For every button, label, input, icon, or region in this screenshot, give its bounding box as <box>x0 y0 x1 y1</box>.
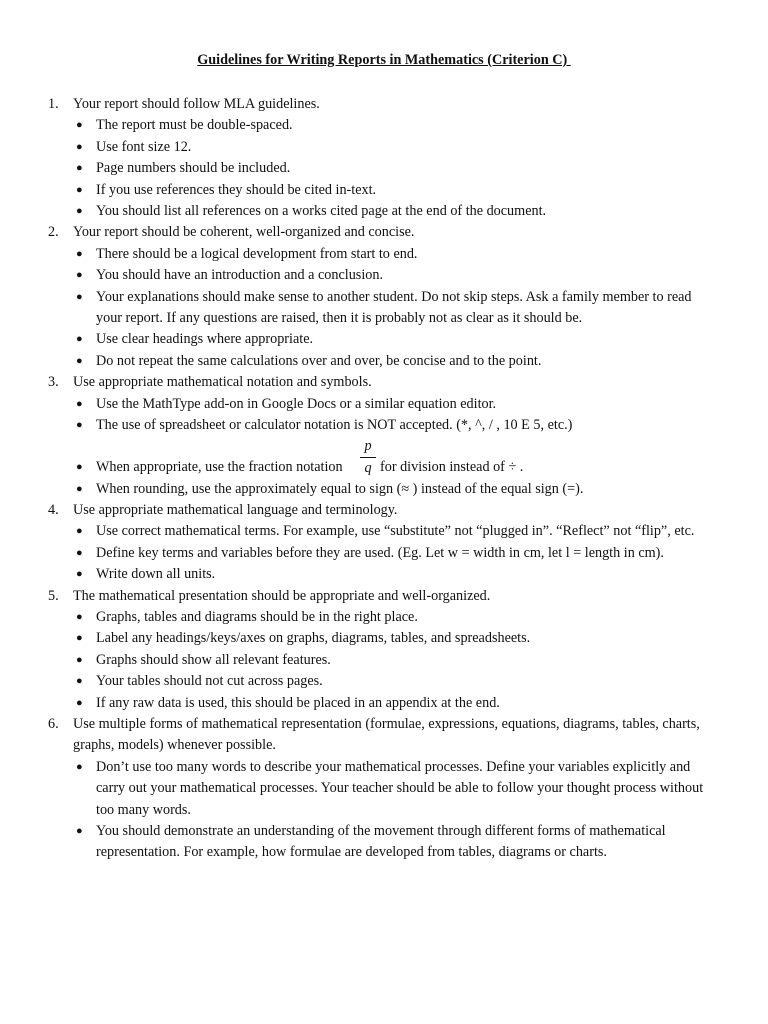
bullet-icon: ● <box>76 568 83 581</box>
bullet-icon: ● <box>76 397 83 410</box>
item-text: Use appropriate mathematical language and terminology. <box>73 501 398 518</box>
bullet-icon: ● <box>76 247 83 260</box>
bullet-icon: ● <box>76 269 83 282</box>
bullet-item: ● The use of spreadsheet or calculator notation is NOT accepted. (*, ^, / , 10 E 5, etc.) <box>96 415 708 436</box>
item-number: 3. <box>48 374 59 391</box>
bullet-icon: ● <box>76 354 83 367</box>
bullet-item: ● Do not repeat the same calculations over and over, be concise and to the point. <box>96 351 708 372</box>
bullet-icon: ● <box>76 760 83 773</box>
bullet-item: ● Page numbers should be included. <box>96 158 708 179</box>
list-item-4 <box>0 500 768 586</box>
bullet-item: ● Write down all units. <box>96 564 708 585</box>
document-title: Guidelines for Writing Reports in Mathematics (Criterion C) <box>197 52 571 68</box>
bullet-icon: ● <box>76 419 83 432</box>
bullet-item: ● Use the MathType add-on in Google Docs or a similar equation editor. <box>96 394 708 415</box>
item-number: 4. <box>48 501 59 518</box>
bullet-item: ● You should demonstrate an understanding of the movement through different forms of mathematical representation. For example, how formulae are developed from tables, diagrams or charts. <box>76 823 666 861</box>
bullet-list <box>0 244 768 372</box>
bullet-item: ● When rounding, use the approximately equal to sign (≈ ) instead of the equal sign (=). <box>96 479 708 500</box>
bullet-icon: ● <box>76 460 83 473</box>
list-item-5 <box>0 586 768 714</box>
fraction-denominator: q <box>364 459 372 476</box>
item-number: 2. <box>48 224 59 241</box>
bullet-icon: ● <box>76 119 83 132</box>
bullet-icon: ● <box>76 162 83 175</box>
bullet-item: ● Define key terms and variables before they are used. (Eg. Let w = width in cm, let l = length in cm). <box>96 543 708 564</box>
bullet-item: ● Graphs, tables and diagrams should be in the right place. <box>96 607 708 628</box>
bullet-item: ● Use font size 12. <box>96 137 708 158</box>
bullet-list <box>0 757 768 864</box>
fraction-bullet-text: When appropriate, use the fraction notation <box>96 458 343 475</box>
bullet-icon: ● <box>76 290 83 303</box>
bullet-icon: ● <box>76 825 83 837</box>
bullet-list <box>0 394 768 500</box>
bullet-icon: ● <box>76 546 83 559</box>
bullet-item: ● Graphs should show all relevant features. <box>96 650 708 671</box>
bullet-list <box>0 521 768 585</box>
list-item-2 <box>0 222 768 372</box>
bullet-icon: ● <box>76 610 83 623</box>
item-text: The mathematical presentation should be appropriate and well-organized. <box>73 587 491 604</box>
bullet-item: ● Your explanations should make sense to another student. Do not skip steps. Ask a family member to read your report. If any questions are raised, then it is probably not as clear as it should be. <box>76 288 692 327</box>
bullet-icon: ● <box>76 482 83 495</box>
fraction-notation <box>360 437 376 478</box>
bullet-icon: ● <box>76 525 83 538</box>
bullet-icon: ● <box>76 675 83 688</box>
bullet-item: ● You should have an introduction and a conclusion. <box>96 265 708 286</box>
bullet-item: ● If any raw data is used, this should be placed in an appendix at the end. <box>96 693 708 714</box>
bullet-item: ● Don’t use too many words to describe your mathematical processes. Define your variables explicitly and carry out your mathematical processes. Your teacher should be able to follow your thought process without too many words. <box>76 758 704 818</box>
item-text: Use multiple forms of mathematical representation (formulae, expressions, equations, diagrams, tables, charts, graphs, models) whenever possible. <box>73 715 700 754</box>
bullet-list <box>0 115 768 222</box>
fraction-numerator: p <box>364 437 372 454</box>
item-number: 1. <box>48 96 59 112</box>
bullet-item: ● If you use references they should be cited in-text. <box>96 180 708 201</box>
item-number: 6. <box>48 715 59 732</box>
bullet-item: ● You should list all references on a works cited page at the end of the document. <box>96 201 708 222</box>
bullet-icon: ● <box>76 140 83 153</box>
list-item-3 <box>0 372 768 500</box>
bullet-item: ● The report must be double-spaced. <box>96 115 708 136</box>
bullet-icon: ● <box>76 696 83 709</box>
item-text: Use appropriate mathematical notation and symbols. <box>73 374 372 391</box>
bullet-item: ● Use clear headings where appropriate. <box>96 329 708 350</box>
fraction-bullet-text-after: for division instead of ÷ . <box>380 458 524 475</box>
bullet-icon: ● <box>76 205 83 218</box>
fraction-bullet-item <box>76 437 708 479</box>
bullet-item: ● Your tables should not cut across pages. <box>96 671 708 692</box>
bullet-list <box>0 607 768 714</box>
item-text: Your report should be coherent, well-organized and concise. <box>73 224 415 241</box>
list-item-1 <box>0 94 768 222</box>
item-text: Your report should follow MLA guidelines. <box>73 96 320 112</box>
list-item-6 <box>0 714 768 864</box>
bullet-icon: ● <box>76 333 83 346</box>
item-number: 5. <box>48 587 59 604</box>
bullet-icon: ● <box>76 632 83 645</box>
bullet-item: ● Use correct mathematical terms. For example, use “substitute” not “plugged in”. “Reflect” not “flip”, etc. <box>96 521 708 542</box>
bullet-icon: ● <box>76 183 83 196</box>
guidelines-list <box>0 94 768 864</box>
bullet-icon: ● <box>76 653 83 666</box>
bullet-item: ● Label any headings/keys/axes on graphs, diagrams, tables, and spreadsheets. <box>96 628 708 649</box>
bullet-item: ● There should be a logical development from start to end. <box>96 244 708 265</box>
